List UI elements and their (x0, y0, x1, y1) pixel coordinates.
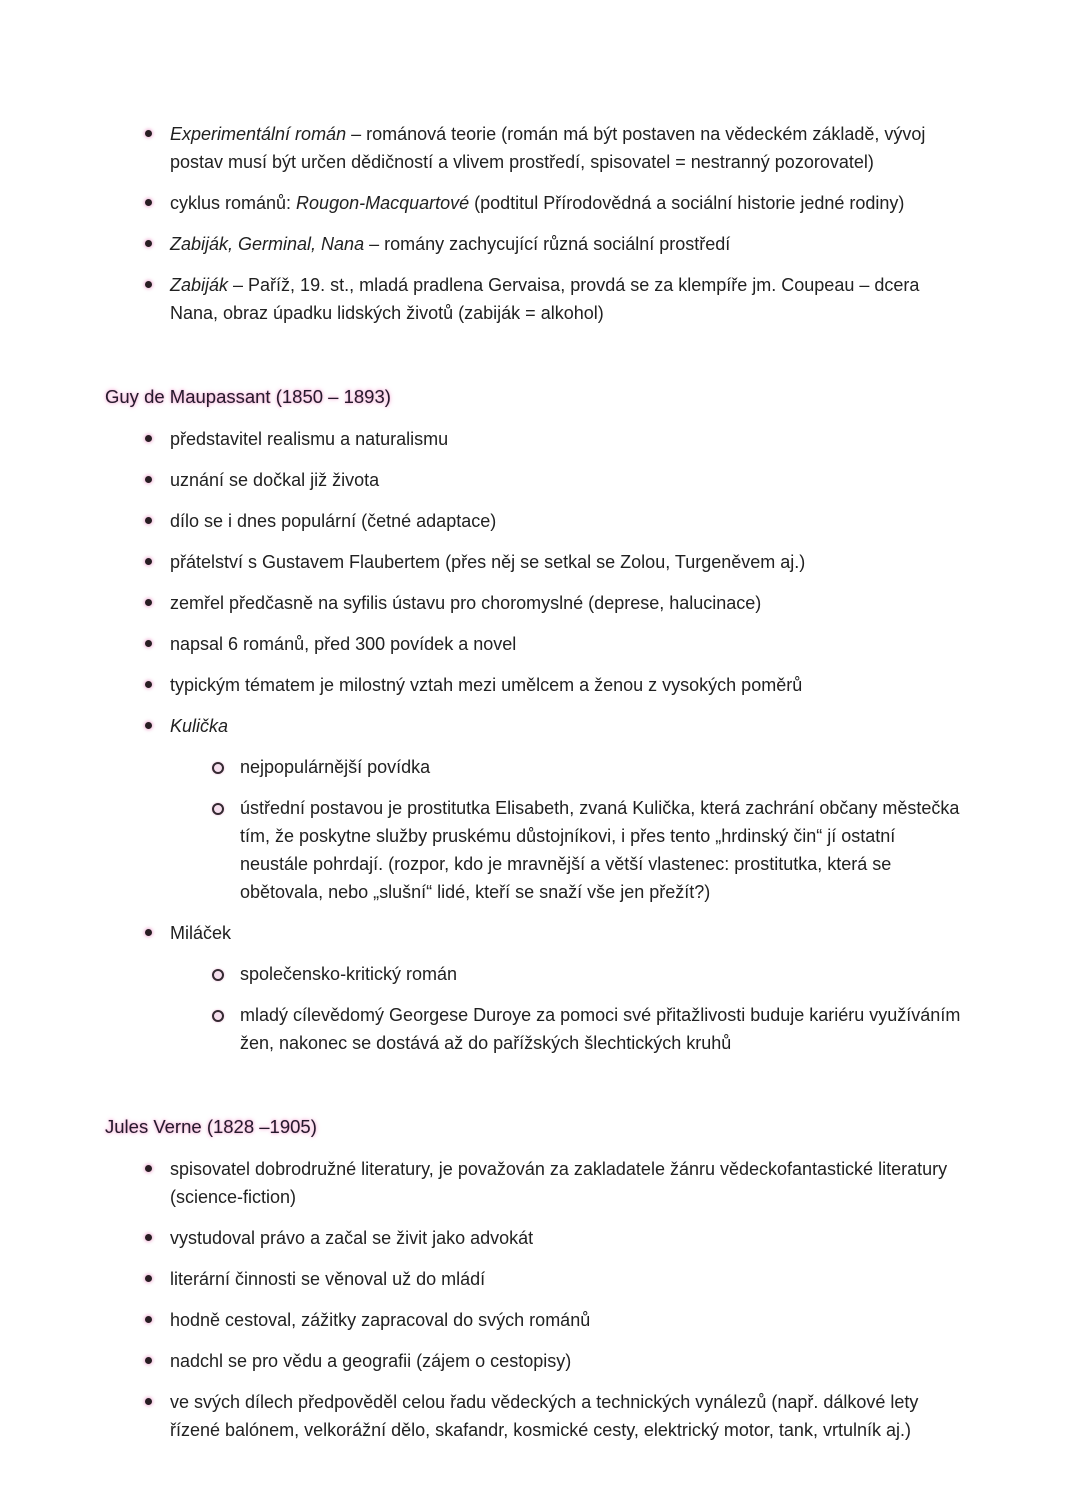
text-run: Miláček (170, 923, 232, 943)
list-item-text (170, 230, 730, 258)
bullet-icon (143, 120, 170, 176)
list-item (143, 919, 967, 947)
list-item (143, 189, 967, 217)
list-item-text (170, 271, 965, 327)
list-item (143, 466, 967, 494)
list-item (143, 630, 967, 658)
text-run: spisovatel dobrodružné literatury, je považován za zakladatele žánru vědeckofantastické literatury (science-fiction) (170, 1159, 948, 1207)
list-item-text (170, 1155, 965, 1211)
bullet-icon (143, 712, 170, 740)
section-heading-verne: Jules Verne (1828 –1905) (105, 1116, 317, 1137)
sub-list-item-text (240, 1001, 967, 1057)
text-run: dílo se i dnes populární (četné adaptace) (170, 511, 497, 531)
list-item (143, 1388, 967, 1444)
text-run: (podtitul Přírodovědná a sociální historie jedné rodiny) (469, 193, 905, 213)
bullet-icon (143, 1224, 170, 1252)
list-item (143, 271, 967, 327)
bullet-icon (143, 671, 170, 699)
text-run: mladý cílevědomý Georgese Duroye za pomoci své přitažlivosti buduje kariéru využíváním žen, nakonec se dostává až do pařížských šlechtických kruhů (240, 1005, 961, 1053)
text-run: vystudoval právo a začal se živit jako advokát (170, 1228, 534, 1248)
bullet-icon (143, 425, 170, 453)
list-item-text (170, 919, 231, 947)
text-run: – romány zachycující různá sociální prostředí (364, 234, 731, 254)
sub-list-item (210, 794, 967, 906)
list-item (143, 1265, 967, 1293)
sub-list-item-text (240, 960, 457, 988)
text-run: ústřední postavou je prostitutka Elisabeth, zvaná Kulička, která zachrání občany městečka tím, že poskytne služby pruskému důstojníkovi, i přes tento „hrdinský čin“ jí ostatní neustále pohrdají. (rozpor, kdo je mravnější a větší vlastenec: prostitutka, která se obětovala, nebo „slušní“ lidé, kteří se snaží vše jen přežít?) (240, 798, 960, 902)
sub-list-item-text (240, 753, 430, 781)
bullet-icon (143, 230, 170, 258)
text-run: literární činnosti se věnoval už do mládí (170, 1269, 486, 1289)
text-run: – románová teorie (román má být postaven na vědeckém základě, vývoj postav musí být určen dědičností a vlivem prostředí, spisovatel = nestranný pozorovatel) (170, 124, 926, 172)
list-item-text (170, 507, 496, 535)
list-item-text (170, 1347, 571, 1375)
bullet-icon (143, 1265, 170, 1293)
text-run: uznání se dočkal již života (170, 470, 380, 490)
circle-bullet-icon (210, 753, 240, 781)
list-item-text (170, 671, 802, 699)
text-run: – Paříž, 19. st., mladá pradlena Gervaisa, provdá se za klempíře jm. Coupeau – dcera Nana, obraz úpadku lidských životů (zabiják = alkohol) (170, 275, 920, 323)
text-run: nejpopulárnější povídka (240, 757, 431, 777)
bullet-icon (143, 189, 170, 217)
circle-bullet-icon (210, 960, 240, 988)
italic-run: Zabiják, Germinal, Nana (170, 234, 365, 254)
bullet-icon (143, 1388, 170, 1444)
list-item-text (170, 120, 965, 176)
bullet-icon (143, 271, 170, 327)
text-run: cyklus románů: (170, 193, 297, 213)
list-item (143, 120, 967, 176)
bullet-icon (143, 630, 170, 658)
bullet-icon (143, 507, 170, 535)
italic-run: Rougon-Macquartové (296, 193, 470, 213)
list-item (143, 712, 967, 740)
text-run: napsal 6 románů, před 300 povídek a novel (170, 634, 517, 654)
list-item-text (170, 548, 805, 576)
list-item-text (170, 1265, 485, 1293)
list-item (143, 1347, 967, 1375)
list-item-text (170, 1388, 965, 1444)
list-item-text (170, 466, 379, 494)
bullet-icon (143, 589, 170, 617)
bullet-icon (143, 1306, 170, 1334)
list-item (143, 1224, 967, 1252)
list-item (143, 548, 967, 576)
bullet-icon (143, 1155, 170, 1211)
bullet-icon (143, 919, 170, 947)
text-run: ve svých dílech předpověděl celou řadu vědeckých a technických vynálezů (např. dálkové lety řízené balónem, velkorážní dělo, skafandr, kosmické cesty, elektrický motor, tank, vrtulník aj.) (170, 1392, 919, 1440)
list-item-text (170, 189, 904, 217)
italic-run: Kulička (170, 716, 229, 736)
list-item (143, 1306, 967, 1334)
sub-list-item (210, 960, 967, 988)
text-run: typickým tématem je milostný vztah mezi umělcem a ženou z vysokých poměrů (170, 675, 803, 695)
list-item-text (170, 425, 448, 453)
circle-bullet-icon (210, 794, 240, 906)
list-item (143, 1155, 967, 1211)
bullet-icon (143, 548, 170, 576)
list-item (143, 589, 967, 617)
sub-list-item (210, 753, 967, 781)
text-run: hodně cestoval, zážitky zapracoval do svých románů (170, 1310, 591, 1330)
text-run: zemřel předčasně na syfilis ústavu pro choromyslné (deprese, halucinace) (170, 593, 762, 613)
list-item (143, 425, 967, 453)
list-item (143, 671, 967, 699)
list-item-text (170, 630, 516, 658)
text-run: společensko-kritický román (240, 964, 458, 984)
sub-list-item (210, 1001, 967, 1057)
section-heading-maupassant: Guy de Maupassant (1850 – 1893) (105, 386, 391, 407)
italic-run: Experimentální román (170, 124, 347, 144)
circle-bullet-icon (210, 1001, 240, 1057)
text-run: nadchl se pro vědu a geografii (zájem o cestopisy) (170, 1351, 572, 1371)
list-item (143, 230, 967, 258)
list-item-text (170, 712, 228, 740)
list-item-text (170, 1306, 590, 1334)
text-run: přátelství s Gustavem Flaubertem (přes něj se setkal se Zolou, Turgeněvem aj.) (170, 552, 806, 572)
list-item-text (170, 589, 761, 617)
bullet-icon (143, 1347, 170, 1375)
text-run: představitel realismu a naturalismu (170, 429, 449, 449)
italic-run: Zabiják (170, 275, 229, 295)
bullet-icon (143, 466, 170, 494)
sub-list-item-text (240, 794, 967, 906)
list-item (143, 507, 967, 535)
list-item-text (170, 1224, 533, 1252)
